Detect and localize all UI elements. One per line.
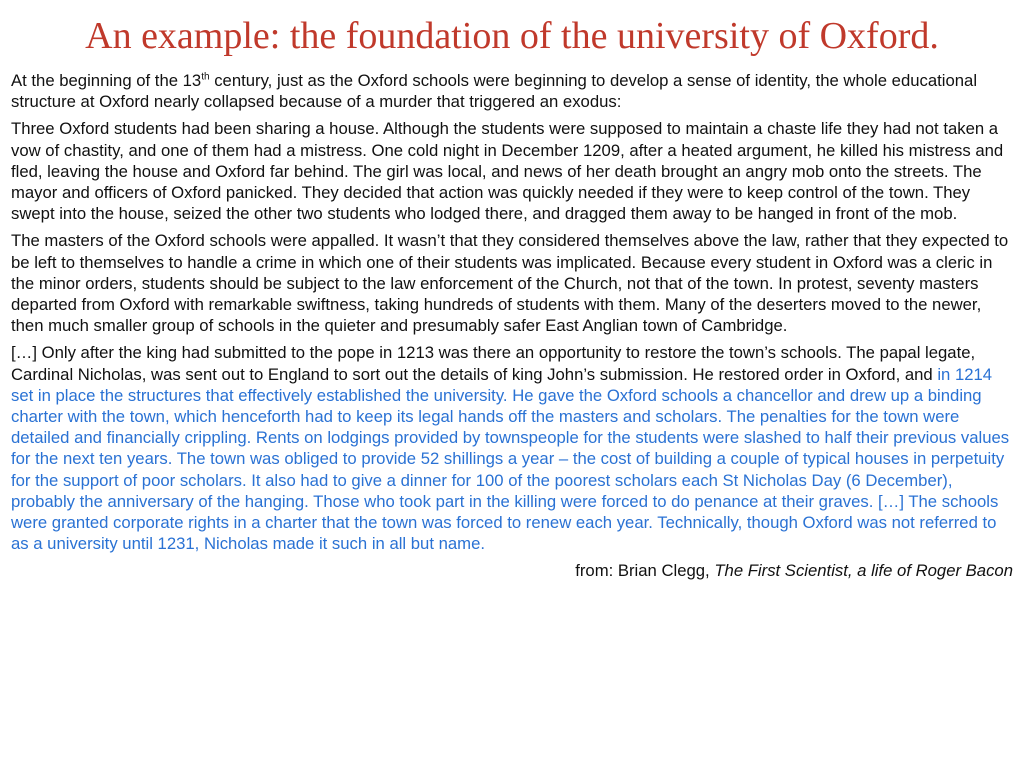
source-book-title: The First Scientist, a life of Roger Bacon <box>714 561 1013 581</box>
paragraph-masters: The masters of the Oxford schools were appalled. It wasn’t that they considered themselves above the law, rather that they expected to be left to themselves to handle a crime in which one of their students was implicated. Because every student in Oxford was a cleric in the minor orders, students should be subject to the law enforcement of the Church, not that of the town. In protest, seventy masters departed from Oxford with remarkable swiftness, taking hundreds of students with them. Many of the deserters moved to the newer, then much smaller group of schools in the quieter and presumably safer East Anglian town of Cambridge. <box>11 231 1009 336</box>
slide-title: An example: the foundation of the university of Oxford. <box>85 15 939 57</box>
source-prefix: from: Brian Clegg, <box>575 561 715 581</box>
ordinal-superscript: th <box>201 71 210 83</box>
intro-text-end: century, just as the Oxford schools were beginning to develop a sense of identity, the whole educational structure at Oxford nearly collapsed because of a murder that triggered an exodus: <box>11 71 978 112</box>
paragraph-murder: Three Oxford students had been sharing a house. Although the students were supposed to maintain a chaste life they had not taken a vow of chastity, and one of them had a mistress. One cold night in December 1209, after a heated argument, he killed his mistress and fled, leaving the house and Oxford far behind. The girl was local, and news of her death brought an angry mob onto the streets. The mayor and officers of Oxford panicked. They decided that action was quickly needed if they were to keep control of the town. They swept into the house, seized the other two students who lodged there, and dragged them away to be hanged in front of the mob. <box>11 119 1004 224</box>
intro-text-start: At the beginning of the 13 <box>11 71 202 90</box>
source-citation <box>11 560 1013 581</box>
highlighted-text: in 1214 set in place the structures that effectively established the university. He gave the Oxford schools a chancellor and drew up a binding charter with the town, which henceforth had to keep its legal hands off the masters and scholars. The penalties for the town were detailed and financially crippling. Rents on lodgings provided by townspeople for the students were slashed to half their previous values for the next ten years. The town was obliged to provide 52 shillings a year – the cost of building a couple of typical houses in perpetuity for the support of poor scholars. It also had to give a dinner for 100 of the poorest scholars each St Nicholas Day (6 December), probably the anniversary of the hanging. Those who took part in the killing were forced to do penance at their graves. […] The schools were granted corporate rights in a charter that the town was forced to renew each year. Technically, though Oxford was not referred to as a university until 1231, Nicholas made it such in all but name. <box>11 364 1010 554</box>
slide-body <box>11 70 1013 588</box>
paragraph-intro <box>11 70 1013 112</box>
paragraph-restoration <box>11 342 1013 554</box>
restoration-text: […] Only after the king had submitted to the pope in 1213 was there an opportunity to restore the town’s schools. The papal legate, Cardinal Nicholas, was sent out to England to sort out the details of king John’s submission. He restored order in Oxford, and <box>11 343 976 384</box>
